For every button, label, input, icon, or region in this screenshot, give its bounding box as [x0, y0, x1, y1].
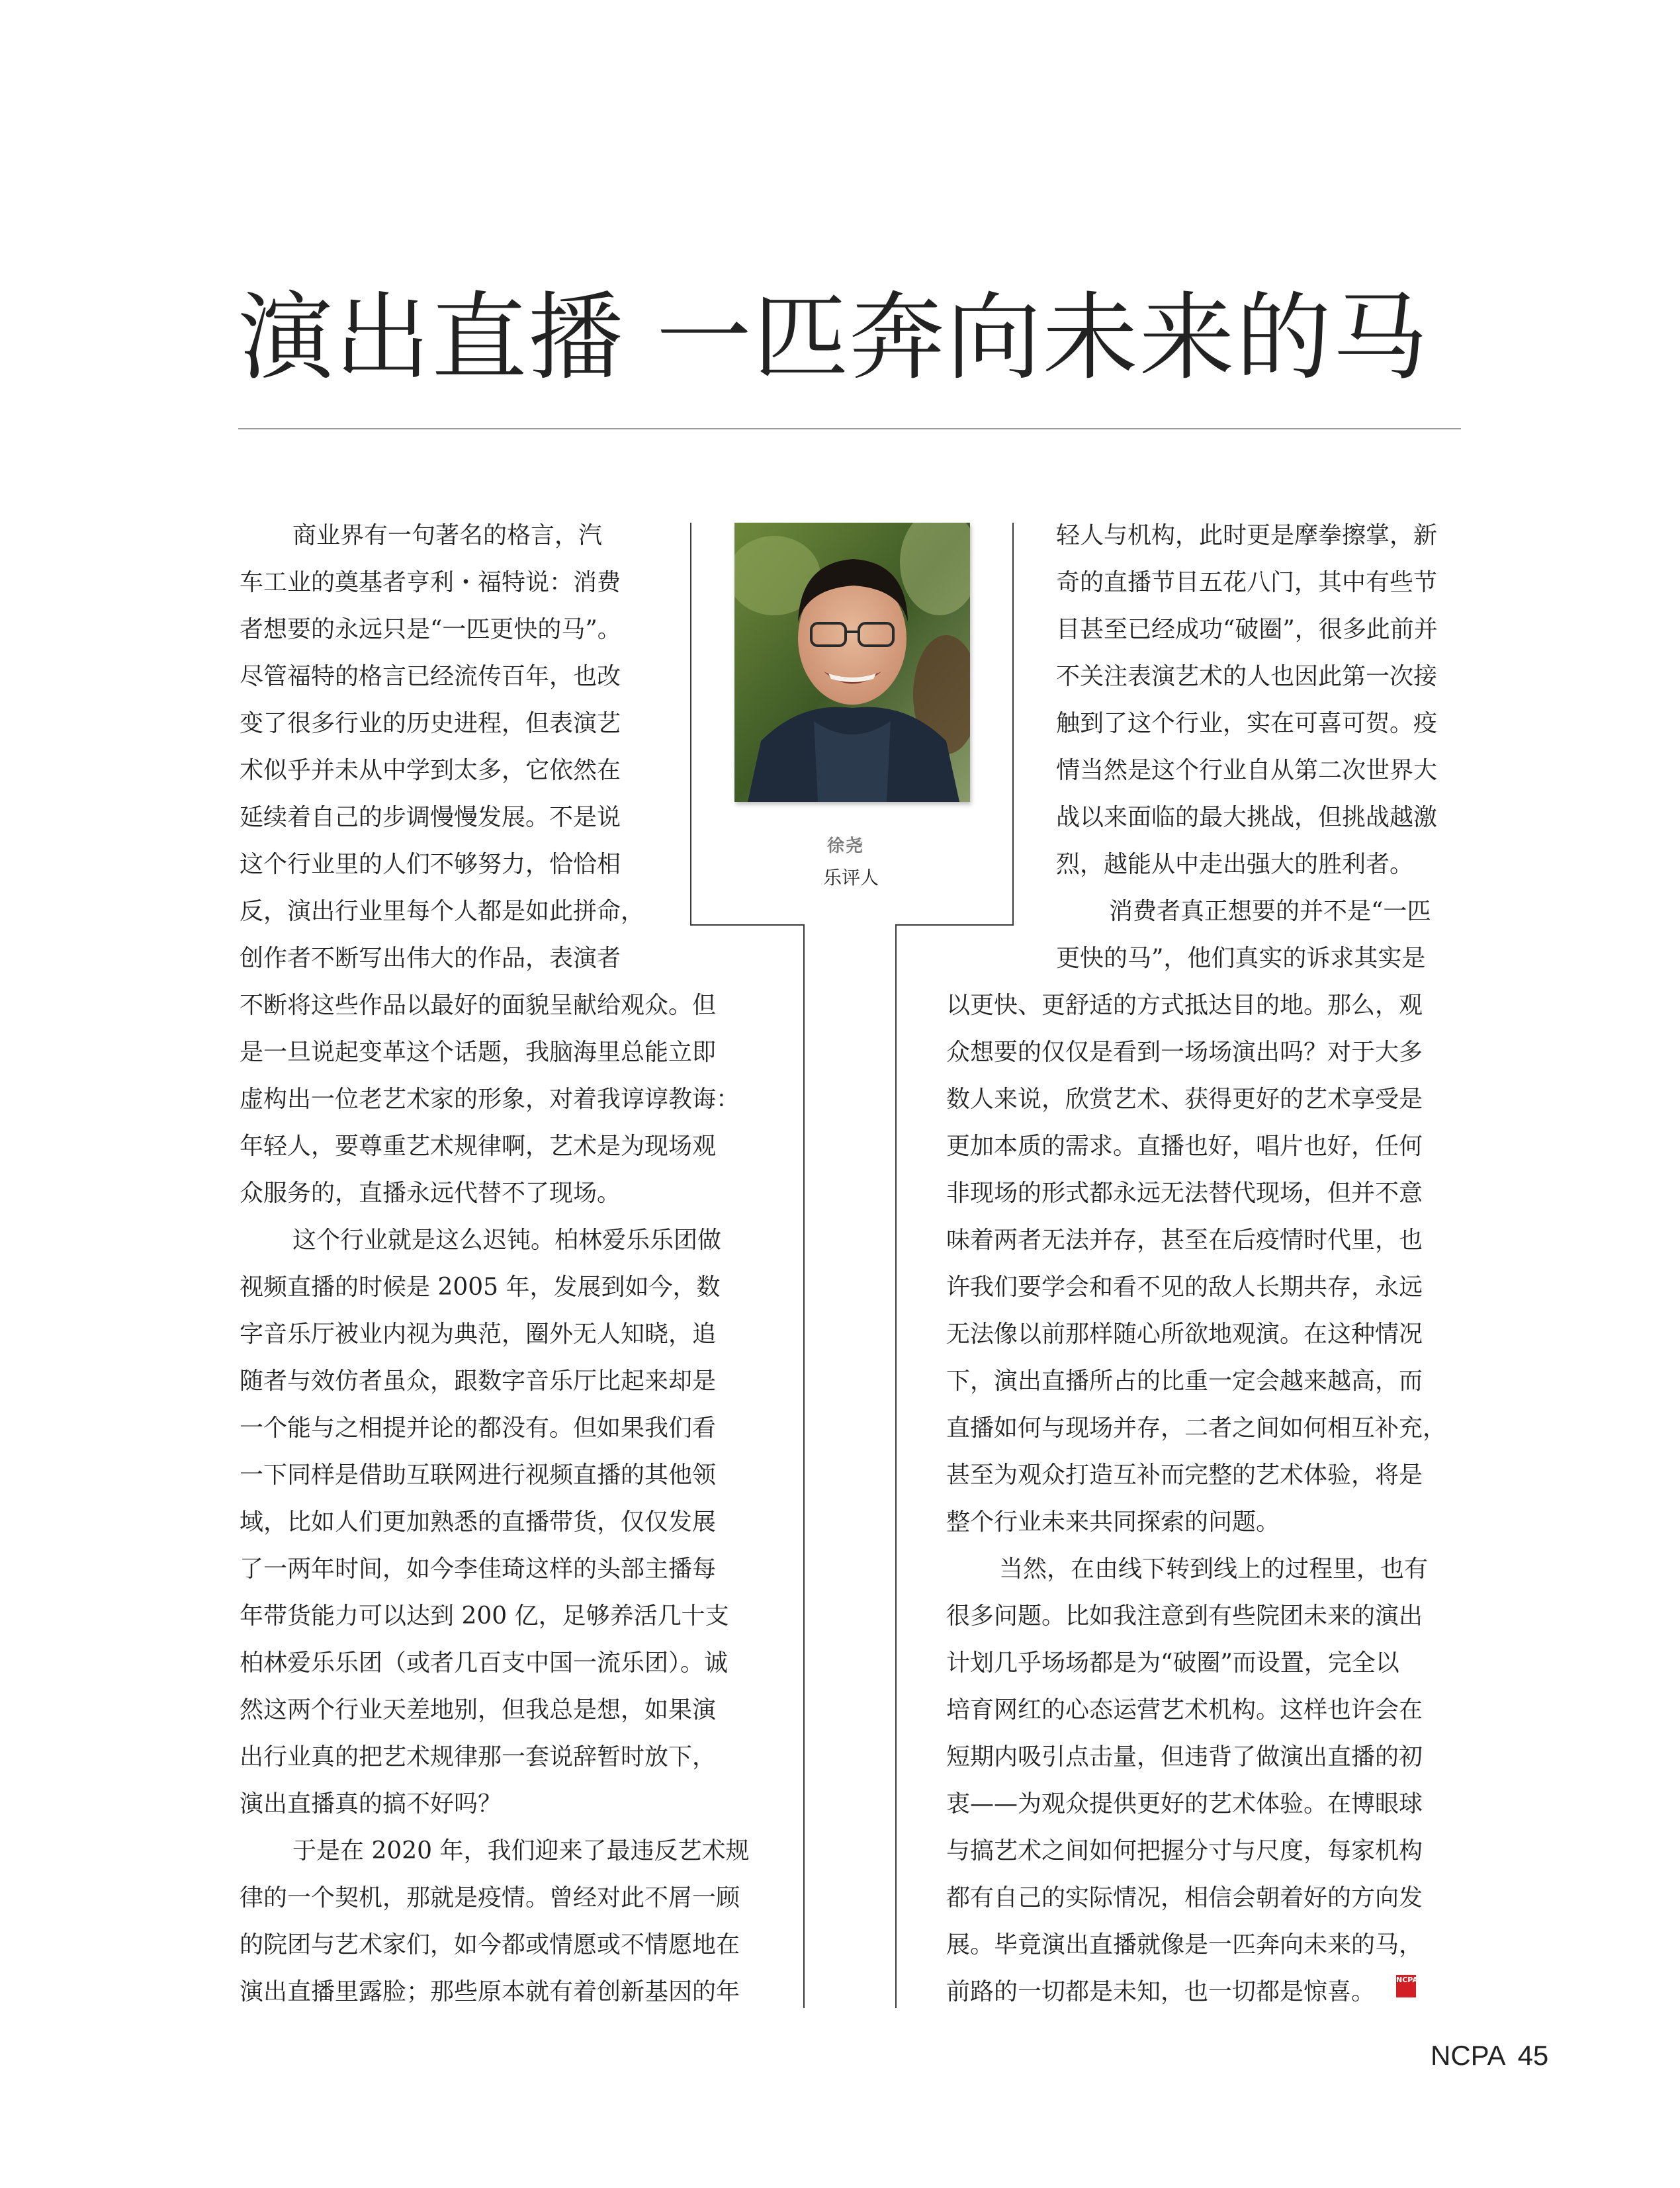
text-line: 年轻人，要尊重艺术规律啊，艺术是为现场观 [240, 1133, 717, 1160]
text-line: 当然，在由线下转到线上的过程里，也有 [999, 1555, 1429, 1583]
text-line: 短期内吸引点击量，但违背了做演出直播的初 [946, 1743, 1423, 1771]
text-line: 计划几乎场场都是为“破圈”而设置，完全以 [946, 1649, 1399, 1677]
text-line: 战以来面临的最大挑战，但挑战越激 [1056, 804, 1438, 831]
text-line: 前路的一切都是未知，也一切都是惊喜。 [946, 1978, 1376, 2005]
text-line: 演出直播里露脸；那些原本就有着创新基因的年 [240, 1978, 740, 2005]
text-line: 更快的马”，他们真实的诉求其实是 [1056, 945, 1426, 972]
text-line: 无法像以前那样随心所欲地观演。在这种情况 [946, 1321, 1423, 1348]
text-line: 目甚至已经成功“破圈”，很多此前并 [1056, 616, 1438, 643]
text-line: 尽管福特的格言已经流传百年，也改 [240, 663, 621, 690]
text-line: 轻人与机构，此时更是摩拳擦掌，新 [1056, 522, 1438, 549]
text-line: 术似乎并未从中学到太多，它依然在 [240, 757, 621, 784]
text-line: 于是在 2020 年，我们迎来了最违反艺术规 [292, 1837, 750, 1864]
text-line: 这个行业里的人们不够努力，恰恰相 [240, 851, 621, 878]
text-line: 味着两者无法并存，甚至在后疫情时代里，也 [946, 1227, 1423, 1254]
text-line: 然这两个行业天差地别，但我总是想，如果演 [240, 1696, 717, 1724]
author-role: 乐评人 [823, 867, 879, 889]
text-line: 年带货能力可以达到 200 亿，足够养活几十支 [240, 1602, 729, 1630]
ncpa-end-mark-icon: NCPA [1396, 1975, 1416, 1997]
text-line: 以更快、更舒适的方式抵达目的地。那么，观 [946, 992, 1423, 1019]
text-line: 虚构出一位老艺术家的形象，对着我谆谆教诲： [240, 1086, 740, 1113]
text-line: 消费者真正想要的并不是“一匹 [1109, 898, 1431, 925]
text-line: 不关注表演艺术的人也因此第一次接 [1056, 663, 1438, 690]
text-line: 创作者不断写出伟大的作品，表演者 [240, 945, 621, 972]
text-line: 商业界有一句著名的格言，汽 [292, 522, 603, 549]
text-line: 奇的直播节目五花八门，其中有些节 [1056, 569, 1438, 596]
title-divider [238, 428, 1461, 429]
text-line: 众服务的，直播永远代替不了现场。 [240, 1180, 621, 1207]
text-line: 演出直播真的搞不好吗？ [240, 1790, 502, 1817]
text-line: 衷——为观众提供更好的艺术体验。在博眼球 [946, 1790, 1423, 1817]
text-line: 律的一个契机，那就是疫情。曾经对此不屑一顾 [240, 1884, 740, 1911]
text-line: 触到了这个行业，实在可喜可贺。疫 [1056, 710, 1438, 737]
text-line: 是一旦说起变革这个话题，我脑海里总能立即 [240, 1039, 717, 1066]
text-line: 培育网红的心态运营艺术机构。这样也许会在 [946, 1696, 1423, 1724]
text-line: 一下同样是借助互联网进行视频直播的其他领 [240, 1462, 717, 1489]
text-line: 延续着自己的步调慢慢发展。不是说 [240, 804, 621, 831]
text-line: 视频直播的时候是 2005 年，发展到如今，数 [240, 1274, 721, 1301]
text-line: 展。毕竟演出直播就像是一匹奔向未来的马， [946, 1931, 1423, 1958]
text-line: 车工业的奠基者亨利・福特说：消费 [240, 569, 621, 596]
text-line: 出行业真的把艺术规律那一套说辞暂时放下， [240, 1743, 717, 1771]
text-line: 一个能与之相提并论的都没有。但如果我们看 [240, 1415, 717, 1442]
text-line: 变了很多行业的历史进程，但表演艺 [240, 710, 621, 737]
text-line: 数人来说，欣赏艺术、获得更好的艺术享受是 [946, 1086, 1423, 1113]
text-line: 很多问题。比如我注意到有些院团未来的演出 [946, 1602, 1423, 1630]
text-line: 字音乐厅被业内视为典范，圈外无人知晓，追 [240, 1321, 717, 1348]
text-line: 不断将这些作品以最好的面貌呈献给观众。但 [240, 992, 717, 1019]
text-line: 柏林爱乐乐团（或者几百支中国一流乐团）。诚 [240, 1649, 729, 1677]
text-line: 这个行业就是这么迟钝。柏林爱乐乐团做 [292, 1227, 722, 1254]
author-name: 徐尧 [827, 836, 865, 856]
text-line: 域，比如人们更加熟悉的直播带货，仅仅发展 [240, 1509, 717, 1536]
author-photo [734, 523, 970, 802]
text-line: 反，演出行业里每个人都是如此拼命， [240, 898, 645, 925]
text-line: 甚至为观众打造互补而完整的艺术体验，将是 [946, 1462, 1423, 1489]
text-line: 下，演出直播所占的比重一定会越来越高，而 [946, 1368, 1423, 1395]
text-line: 随者与效仿者虽众，跟数字音乐厅比起来却是 [240, 1368, 717, 1395]
page-number: 45 [1517, 2040, 1549, 2071]
text-line: 直播如何与现场并存，二者之间如何相互补充， [946, 1415, 1447, 1442]
text-line: 许我们要学会和看不见的敌人长期共存，永远 [946, 1274, 1423, 1301]
text-line: 都有自己的实际情况，相信会朝着好的方向发 [946, 1884, 1423, 1911]
text-line: 非现场的形式都永远无法替代现场，但并不意 [946, 1180, 1423, 1207]
page-footer [1431, 2040, 1548, 2072]
text-line: 的院团与艺术家们，如今都或情愿或不情愿地在 [240, 1931, 740, 1958]
text-line: 了一两年时间，如今李佳琦这样的头部主播每 [240, 1555, 717, 1583]
text-line: 与搞艺术之间如何把握分寸与尺度，每家机构 [946, 1837, 1423, 1864]
text-line: 更加本质的需求。直播也好，唱片也好，任何 [946, 1133, 1423, 1160]
text-line: 情当然是这个行业自从第二次世界大 [1056, 757, 1438, 784]
text-line: 众想要的仅仅是看到一场场演出吗？对于大多 [946, 1039, 1423, 1066]
text-line: 烈，越能从中走出强大的胜利者。 [1056, 851, 1414, 878]
article-title: 演出直播 一匹奔向未来的马 [238, 282, 1429, 393]
text-line: 整个行业未来共同探索的问题。 [946, 1509, 1280, 1536]
footer-brand: NCPA [1431, 2040, 1506, 2071]
text-line: 者想要的永远只是“一匹更快的马”。 [240, 616, 621, 643]
